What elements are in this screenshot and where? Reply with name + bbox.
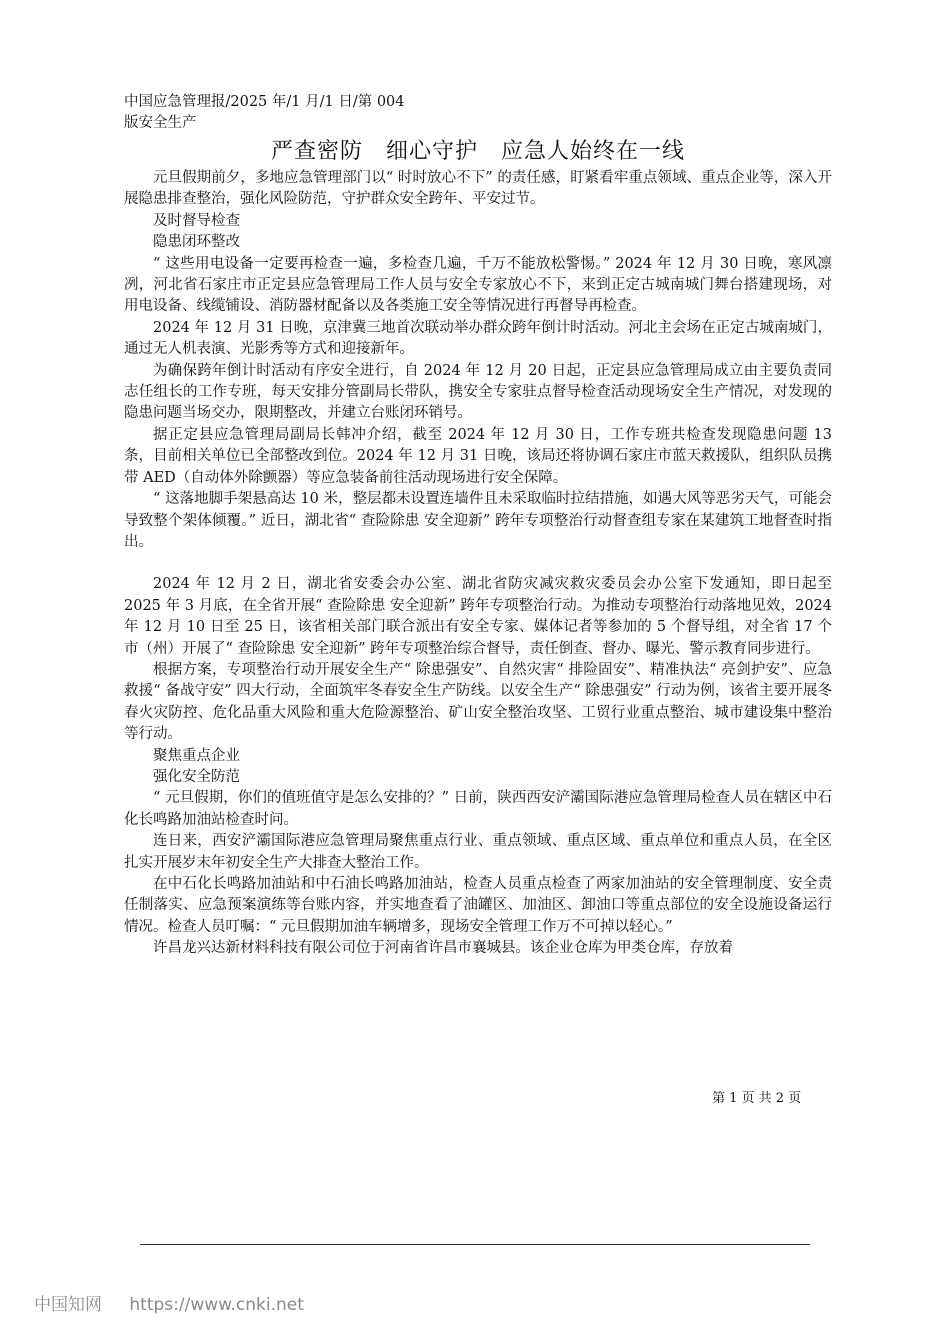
paragraph: 在中石化长鸣路加油站和中石油长鸣路加油站，检查人员重点检查了两家加油站的安全管理制度、安全责任制落实、应急预案演练等台账内容，并实地查看了油罐区、加油区、卸油口等重点部位的安全设施设备运行情况。检查人员叮嘱：“ 元旦假期加油车辆增多，现场安全管理工作万不可掉以轻心。”: [124, 876, 832, 935]
section-line: 版安全生产: [124, 115, 197, 131]
paragraph: 许昌龙兴达新材料科技有限公司位于河南省许昌市襄城县。该企业仓库为甲类仓库，存放着: [153, 940, 733, 957]
paragraph: 2024 年 12 月 2 日，湖北省安委会办公室、湖北省防灾减灾救灾委员会办公室下发通知，即日起至 2025 年 3 月底，在全省开展“ 查险除患 安全迎新” 跨年专项整治行动。为推动专项整治行动落地见效，2024 年 12 月 10 日至 25 日，该省相关部门联合派出有安全专家、媒体记者等参加的 5 个督导组，对全省 17 个市（州）开展了“ 查险除患 安全迎新” 跨年专项整治综合督导，责任倒查、督办、曝光、警示教育同步进行。: [124, 576, 837, 657]
paragraph: 连日来，西安浐灞国际港应急管理局聚焦重点行业、重点领域、重点区域、重点单位和重点人员，在全区扎实开展岁末年初安全生产大排查大整治工作。: [124, 833, 832, 871]
paragraph-gap: [124, 553, 832, 574]
paragraph: 为确保跨年倒计时活动有序安全进行，自 2024 年 12 月 20 日起，正定县应急管理局成立由主要负责同志任组长的工作专班，每天安排分管副局长带队，携安全专家驻点督导检查活动现场安全生产情况，对发现的隐患问题当场交办，限期整改，并建立台账闭环销号。: [124, 362, 832, 422]
article-title: 严查密防 细心守护 应急人始终在一线: [270, 139, 685, 164]
subheading: 隐患闭环整改: [153, 234, 240, 251]
footer-watermark: [34, 1293, 304, 1317]
paragraph: 根据方案，专项整治行动开展安全生产“ 除患强安”、自然灾害“ 排险固安”、精准执法“ 亮剑护安”、应急救援“ 备战守安” 四大行动，全面筑牢冬春安全生产防线。以安全生产“ 除患强安” 行动为例，该省主要开展冬春火灾防控、危化品重大风险和重大危险源整治、矿山安全整治攻坚、工贸行业重点整治、城市建设集中整治等行动。: [124, 661, 832, 743]
page-number: 第 1 页 共 2 页: [712, 1091, 802, 1106]
subheading: 强化安全防范: [153, 768, 240, 785]
article-page: [124, 92, 837, 960]
paragraph: “ 这些用电设备一定要再检查一遍，多检查几遍，千万不能放松警惕。” 2024 年 12 月 30 日晚，寒风凛冽，河北省石家庄市正定县应急管理局工作人员与安全专家放心不下，来到正定古城南城门舞台搭建现场，对用电设备、线缆铺设、消防器材配备以及各类施工安全等情况进行再督导再检查。: [124, 255, 832, 315]
paragraph: “ 元旦假期，你们的值班值守是怎么安排的？” 日前，陕西西安浐灞国际港应急管理局检查人员在辖区中石化长鸣路加油站检查时问。: [124, 790, 832, 828]
subheading: 及时督导检查: [153, 212, 240, 229]
footer-divider: [140, 1244, 810, 1245]
paragraph-lead: 元旦假期前夕，多地应急管理部门以“ 时时放心不下” 的责任感，盯紧看牢重点领域、重点企业等，深入开展隐患排查整治，强化风险防范，守护群众安全跨年、平安过节。: [124, 170, 832, 208]
paragraph: 2024 年 12 月 31 日晚，京津冀三地首次联动举办群众跨年倒计时活动。河北主会场在正定古城南城门，通过无人机表演、光影秀等方式和迎接新年。: [124, 319, 832, 358]
cnki-url[interactable]: https://www.cnki.net: [129, 1295, 304, 1315]
cnki-logo-text: 中国知网: [34, 1295, 102, 1315]
source-line: 中国应急管理报/2025 年/1 月/1 日/第 004: [124, 94, 405, 110]
paragraph: 据正定县应急管理局副局长韩冲介绍，截至 2024 年 12 月 30 日，工作专班共检查发现隐患问题 13 条，目前相关单位已全部整改到位。2024 年 12 月 31 日晚，该局还将协调石家庄市蓝天救援队，组织队员携带 AED（自动体外除颤器）等应急装备前往活动现场进行安全保障。: [124, 426, 837, 486]
subheading: 聚焦重点企业: [153, 747, 240, 764]
paragraph: “ 这落地脚手架悬高达 10 米，整层都未设置连墙件且未采取临时拉结措施，如遇大风等恶劣天气，可能会导致整个架体倾覆。” 近日，湖北省“ 查险除患 安全迎新” 跨年专项整治行动督查组专家在某建筑工地督查时指出。: [124, 491, 832, 550]
